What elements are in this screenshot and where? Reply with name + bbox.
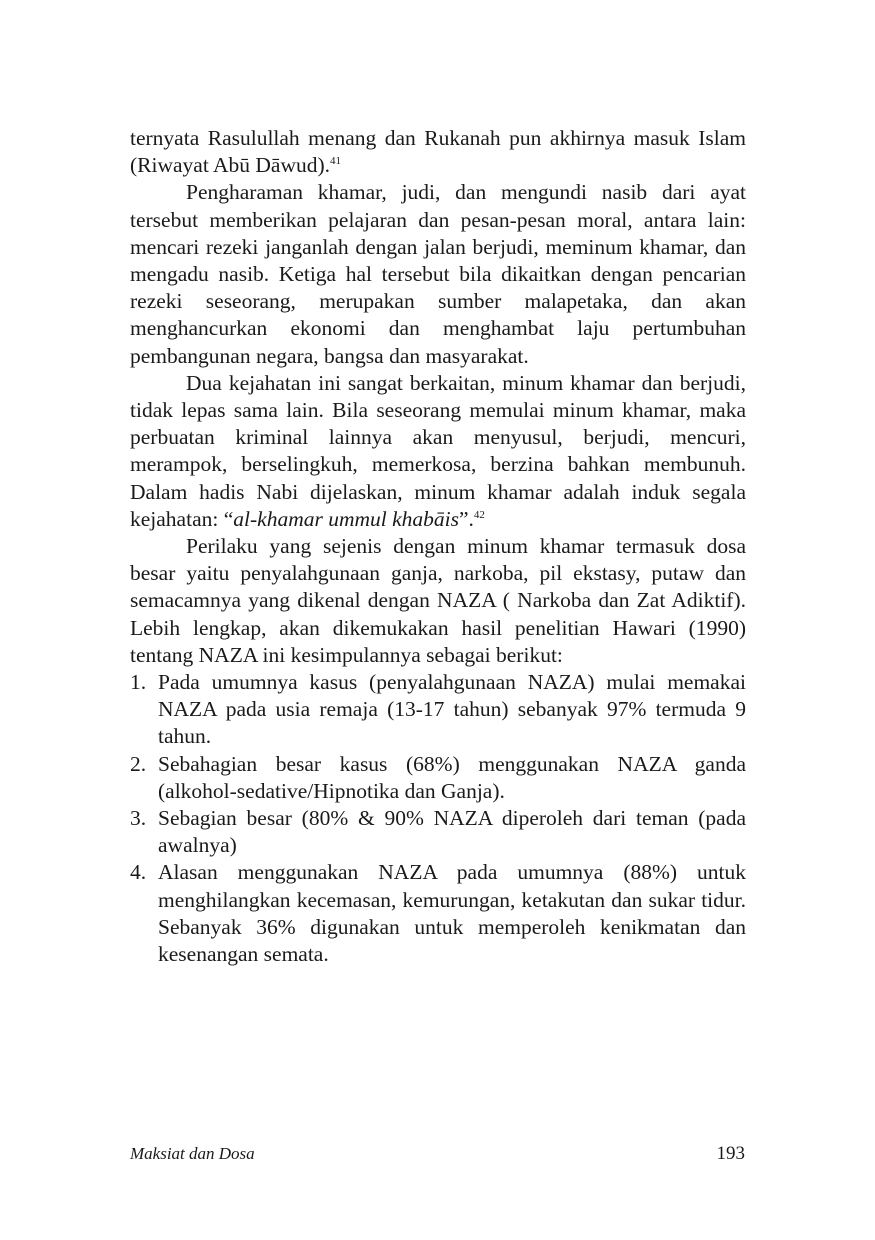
paragraph-2 [130,179,746,369]
paragraph-1-text: ternyata Rasulullah menang dan Rukanah pun akhirnya masuk Islam (Riwayat Abū Dāwud). [130,126,746,178]
paragraph-2-text: Pengharaman khamar, judi, dan mengundi nasib dari ayat tersebut memberikan pelajaran dan pesan-pesan moral, antara lain: mencari rezeki janganlah dengan jalan berjudi, meminum khamar, dan mengadu nasib. Ketiga hal tersebut bila dikaitkan dengan pencarian rezeki seseorang, merupakan sumber malapetaka, dan akan menghancurkan ekonomi dan menghambat laju pertumbuhan pembangunan negara, bangsa dan masyarakat. [130,180,746,368]
list-item-number: 3. [130,806,147,831]
paragraph-1 [130,125,746,179]
list-item-text: Pada umumnya kasus (penyalahgunaan NAZA) mulai memakai NAZA pada usia remaja (13-17 tahun) sebanyak 97% termuda 9 tahun. [158,670,746,749]
page-number: 193 [716,1143,745,1164]
list-item [130,751,746,805]
footnote-ref-41: 41 [330,155,342,168]
list-item-text: Sebagian besar (80% & 90% NAZA diperoleh dari teman (pada awalnya) [158,806,746,858]
paragraph-3-text: Dua kejahatan ini sangat berkaitan, minum khamar dan berjudi, tidak lepas sama lain. Bila seseorang memulai minum khamar, maka perbuatan kriminal lainnya akan menyusul, berjudi, mencuri, merampok, berselingkuh, memerkosa, berzina bahkan membunuh. Dalam hadis Nabi dijelaskan, minum khamar adalah induk segala kejahatan: “ [130,370,746,531]
list-item-text: Alasan menggunakan NAZA pada umumnya (88%) untuk menghilangkan kecemasan, kemurungan, ketakutan dan sukar tidur. Sebanyak 36% digunakan untuk memperoleh kenikmatan dan kesenangan semata. [158,860,746,967]
findings-list [130,669,746,968]
hadith-quote: al-khamar ummul khabāis [233,506,459,531]
paragraph-4 [130,533,746,669]
list-item [130,669,746,751]
body-text [130,125,746,968]
list-item-number: 1. [130,670,147,695]
quote-close: ”. [459,506,474,531]
running-footer-title: Maksiat dan Dosa [130,1144,255,1163]
list-item [130,805,746,859]
list-item-number: 2. [130,751,147,776]
paragraph-4-text: Perilaku yang sejenis dengan minum khamar termasuk dosa besar yaitu penyalahgunaan ganja, narkoba, pil ekstasy, putaw dan semacamnya yang dikenal dengan NAZA ( Narkoba dan Zat Adiktif). Lebih lengkap, akan dikemukakan hasil penelitian Hawari (1990) tentang NAZA ini kesimpulannya sebagai berikut: [130,534,746,667]
paragraph-3 [130,370,746,533]
footnote-ref-42: 42 [473,508,485,521]
list-item [130,859,746,968]
list-item-number: 4. [130,860,147,885]
list-item-text: Sebahagian besar kasus (68%) menggunakan NAZA ganda (alkohol-sedative/Hipnotika dan Ganja). [158,751,746,803]
